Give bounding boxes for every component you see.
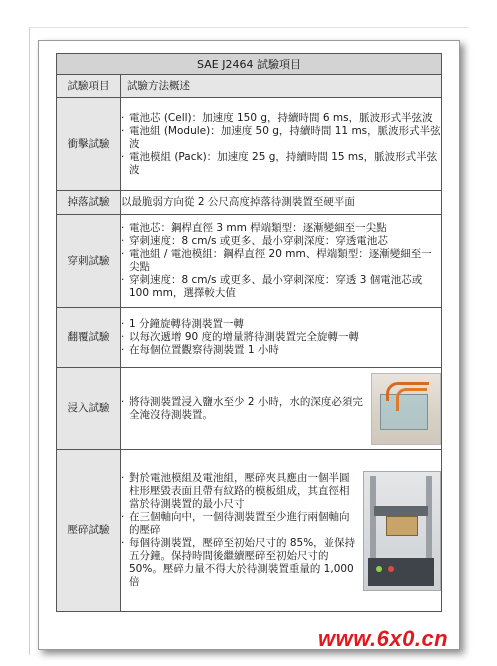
table-row	[57, 308, 442, 368]
list-item: · 1 分鐘旋轉待測裝置一轉	[121, 318, 441, 331]
immersion-test-photo	[371, 373, 441, 445]
table-row	[57, 191, 442, 215]
list-item: · 電池模組 (Pack)：加速度 25 g，持續時間 15 ms，脈波形式半弦波	[121, 151, 441, 177]
document-frame	[38, 40, 460, 650]
site-watermark: www.6x0.cn	[318, 626, 449, 651]
test-description	[121, 368, 442, 450]
list-item: · 電池組 / 電池模組：鋼桿直徑 20 mm、桿端類型：逐漸變細至一尖點	[121, 248, 441, 274]
test-item-name: 壓碎試驗	[57, 450, 121, 612]
header-item: 試驗項目	[57, 75, 121, 98]
test-item-name: 翻覆試驗	[57, 308, 121, 368]
test-item-name: 穿刺試驗	[57, 215, 121, 308]
table-row	[57, 98, 442, 191]
list-item: · 在每個位置觀察待測裝置 1 小時	[121, 344, 441, 357]
test-description	[121, 215, 442, 308]
test-item-name: 掉落試驗	[57, 191, 121, 215]
list-item: · 對於電池模組及電池組，壓碎夾具應由一個半圓柱形壓毀表面且帶有紋路的模板組成，其直徑相當於待測裝置的最小尺寸	[121, 472, 357, 511]
test-item-name: 浸入試驗	[57, 368, 121, 450]
table-row	[57, 368, 442, 450]
list-item: · 穿刺速度：8 cm/s 或更多、最小穿刺深度：穿透電池芯	[121, 235, 441, 248]
test-item-name: 衝擊試驗	[57, 98, 121, 191]
list-item: · 每個待測裝置，壓碎至初始尺寸的 85%，並保持五分鐘。保持時間後繼續壓碎至初始尺寸的 50%。壓碎力量不得大於待測裝置重量的 1,000 倍	[121, 537, 357, 589]
test-description	[121, 450, 442, 612]
list-item: · 電池芯：鋼桿直徑 3 mm 桿端類型：逐漸變細至一尖點	[121, 222, 441, 235]
sae-j2464-test-table	[56, 53, 442, 612]
table-title: SAE J2464 試驗項目	[57, 54, 442, 75]
crush-test-machine-photo	[363, 471, 441, 591]
list-item: · 電池芯 (Cell)：加速度 150 g，持續時間 6 ms，脈波形式半弦波	[121, 112, 441, 125]
list-item: · 電池組 (Module)：加速度 50 g，持續時間 11 ms，脈波形式半弦波	[121, 125, 441, 151]
list-item: · 以每次遞增 90 度的增量將待測裝置完全旋轉一轉	[121, 331, 441, 344]
test-description: 以最脆弱方向從 2 公尺高度掉落待測裝置至硬平面	[121, 191, 442, 215]
test-description	[121, 98, 442, 191]
list-item: · 將待測裝置浸入鹽水至少 2 小時，水的深度必須完全淹沒待測裝置。	[121, 396, 365, 422]
list-item: · 穿刺速度：8 cm/s 或更多、最小穿刺深度：穿透 3 個電池芯或 100 mm，選擇較大值	[121, 274, 441, 300]
list-item: · 在三個軸向中，一個待測裝置至少進行兩個軸向的壓碎	[121, 511, 357, 537]
table-row	[57, 450, 442, 612]
table-row	[57, 215, 442, 308]
test-description	[121, 308, 442, 368]
header-description: 試驗方法概述	[121, 75, 442, 98]
